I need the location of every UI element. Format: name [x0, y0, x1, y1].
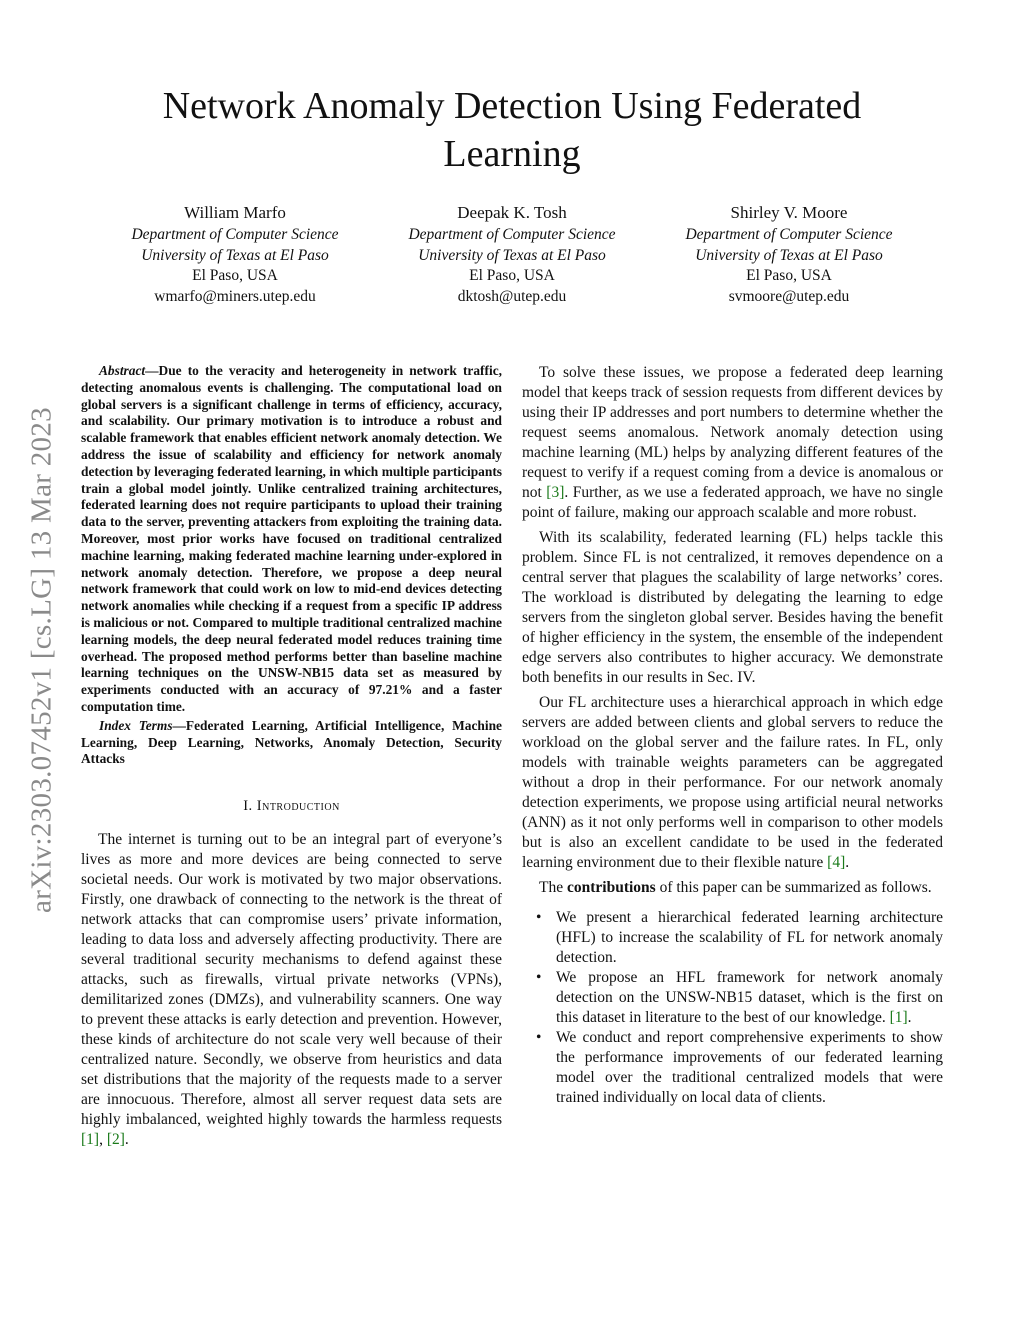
abstract-text: —Due to the veracity and heterogeneity in network traffic, detecting anomalous events is challenging. The computational load on global servers is a significant challenge in terms of efficiency, accuracy, and scalability. Our primary motivation is to introduce a robust and scalable framework that enables efficient network anomaly detection. We address the issue of scalability and efficiency for network anomaly detection by leveraging federated learning, in which multiple participants train a global model jointly. Unlike centralized training architectures, federated learning does not require participants to upload their training data to the server, preventing attackers from exploiting the training data. Moreover, most prior works have focused on traditional centralized machine learning, making federated machine learning under-explored in network anomaly detection. Therefore, we propose a deep neural network framework that could work on low to mid-end devices detecting network anomalies while checking if a request from a specific IP address is malicious or not. Compared to multiple traditional centralized machine learning models, the deep neural federated model reduces training time overhead. The proposed method performs better than baseline machine learning techniques on the UNSW-NB15 data set as measured by experiments conducted with an accuracy of 97.21% and a faster computation time. — [81, 363, 502, 714]
author-email[interactable]: wmarfo@miners.utep.edu — [154, 287, 316, 305]
paragraph-text: Our FL architecture uses a hierarchical approach in which edge servers are added between clients and global servers to reduce the workload on the global server and the failure rates. In FL, only models with trainable weights parameters can be aggregated without a drop in their performance. For our network anomaly detection experiments, we propose using artificial neural networks (ANN) as it not only performs well in comparison to other models but is also an excellent candidate to be used in the federated learning environment due to their flexible nature — [522, 694, 943, 871]
contributions-bold: contributions — [566, 879, 656, 896]
paragraph-text: The — [539, 879, 567, 896]
author-department: Department of Computer Science — [685, 226, 893, 243]
citation-link[interactable]: [1] — [81, 1131, 100, 1149]
right-paragraph-2: With its scalability, federated learning (FL) helps tackle this problem. Since FL is not centralized, it removes dependence on a central server that plagues the scalability of large networks’ cores. The workload is distributed by delegating the learning to edge servers from the singleton global server. Besides having the benefit of higher efficiency in the system, the ensemble of the independent edge servers also contributes to higher accuracy. We demonstrate both benefits in our results in Sec. IV. — [522, 529, 943, 686]
left-column — [81, 363, 502, 1155]
paragraph-text-rest: of this paper can be summarized as follows. — [655, 879, 932, 896]
paragraph-text: The internet is turning out to be an integral part of everyone’s lives as more and more devices are being connected to serve societal needs. Our work is motivated by two major observations. Firstly, one drawback of connecting to the network is the threat of network attacks that can compromise users’ private information, leading to data loss and adversely affecting productivity. There are several traditional security mechanisms to defend against these attacks, such as firewalls, virtual private networks (VPNs), demilitarized zones (DMZs), and vulnerability scanners. One way to prevent these attacks is early detection and prevention. However, these kinds of architecture do not scale very well because of their centralized nature. Secondly, we observe from heuristics and data set distributions that the majority of the requests made to a server are innocuous. Therefore, almost all server request data sets are highly imbalanced, weighted highly towards the harmless requests — [81, 831, 502, 1129]
citation-link[interactable]: [4] — [827, 854, 846, 871]
section-heading-introduction: I. Introduction — [243, 798, 340, 815]
author-1 — [100, 202, 370, 307]
index-terms — [81, 718, 502, 768]
right-column — [522, 363, 943, 1108]
list-item — [556, 908, 943, 968]
author-department: Department of Computer Science — [131, 226, 339, 243]
author-university: University of Texas at El Paso — [141, 246, 329, 264]
citation-link[interactable]: [2] — [106, 1131, 125, 1149]
abstract-label: Abstract — [99, 363, 146, 378]
list-item — [556, 1028, 943, 1108]
author-3 — [654, 202, 924, 307]
author-name: William Marfo — [184, 203, 286, 222]
paragraph-end: . — [124, 1131, 129, 1149]
paragraph-text-rest: . Further, as we use a federated approach, we have no single point of failure, making our approach scalable and more robust. — [522, 484, 943, 521]
list-item-text: We present a hierarchical federated learning architecture (HFL) to increase the scalability of FL for network anomaly detection. — [556, 909, 943, 966]
arxiv-identifier — [0, 0, 58, 913]
right-paragraph-4 — [522, 878, 943, 898]
author-email[interactable]: svmoore@utep.edu — [728, 287, 850, 305]
list-item — [556, 968, 943, 1028]
abstract — [81, 363, 502, 716]
right-paragraph-1 — [522, 363, 943, 523]
author-location: El Paso, USA — [469, 267, 555, 284]
author-block — [100, 202, 924, 307]
arxiv-identifier-text: arXiv:2303.07452v1 [cs.LG] 13 Mar 2023 — [25, 407, 58, 913]
citation-link[interactable]: [1] — [889, 1009, 908, 1026]
author-location: El Paso, USA — [746, 267, 832, 284]
paper-title: Network Anomaly Detection Using Federated Learning — [162, 85, 862, 175]
list-item-text: We propose an HFL framework for network anomaly detection on the UNSW-NB15 dataset, which is the first on this dataset in literature to the best of our knowledge. — [556, 969, 943, 1026]
author-name: Shirley V. Moore — [730, 203, 848, 222]
index-terms-text: —Federated Learning, Artificial Intelligence, Machine Learning, Deep Learning, Networks, Anomaly Detection, Security Attacks — [81, 717, 502, 767]
author-2 — [377, 202, 647, 307]
paragraph-end: . — [845, 854, 850, 871]
author-location: El Paso, USA — [192, 267, 278, 284]
paragraph-text: To solve these issues, we propose a federated deep learning model that keeps track of session requests from different devices by using their IP addresses and port numbers to determine whether the request seems anomalous. Network anomaly detection using machine learning (ML) helps by analyzing different features of the request to verify if a request coming from a device is anomalous or not — [522, 364, 943, 501]
author-name: Deepak K. Tosh — [457, 203, 567, 222]
index-terms-label: Index Terms — [99, 717, 173, 733]
author-university: University of Texas at El Paso — [418, 246, 606, 264]
author-department: Department of Computer Science — [408, 226, 616, 243]
right-paragraph-3 — [522, 693, 943, 873]
intro-paragraph-1 — [81, 830, 502, 1150]
list-item-text: We conduct and report comprehensive experiments to show the performance improvements of our federated learning model over the traditional centralized models that were trained individually on local data of clients. — [556, 1029, 943, 1106]
citation-link[interactable]: [3] — [546, 484, 565, 501]
contributions-list — [522, 908, 943, 1108]
list-item-end: . — [907, 1009, 912, 1026]
author-email[interactable]: dktosh@utep.edu — [457, 287, 567, 305]
author-university: University of Texas at El Paso — [695, 246, 883, 264]
citation-separator: , — [99, 1131, 107, 1149]
